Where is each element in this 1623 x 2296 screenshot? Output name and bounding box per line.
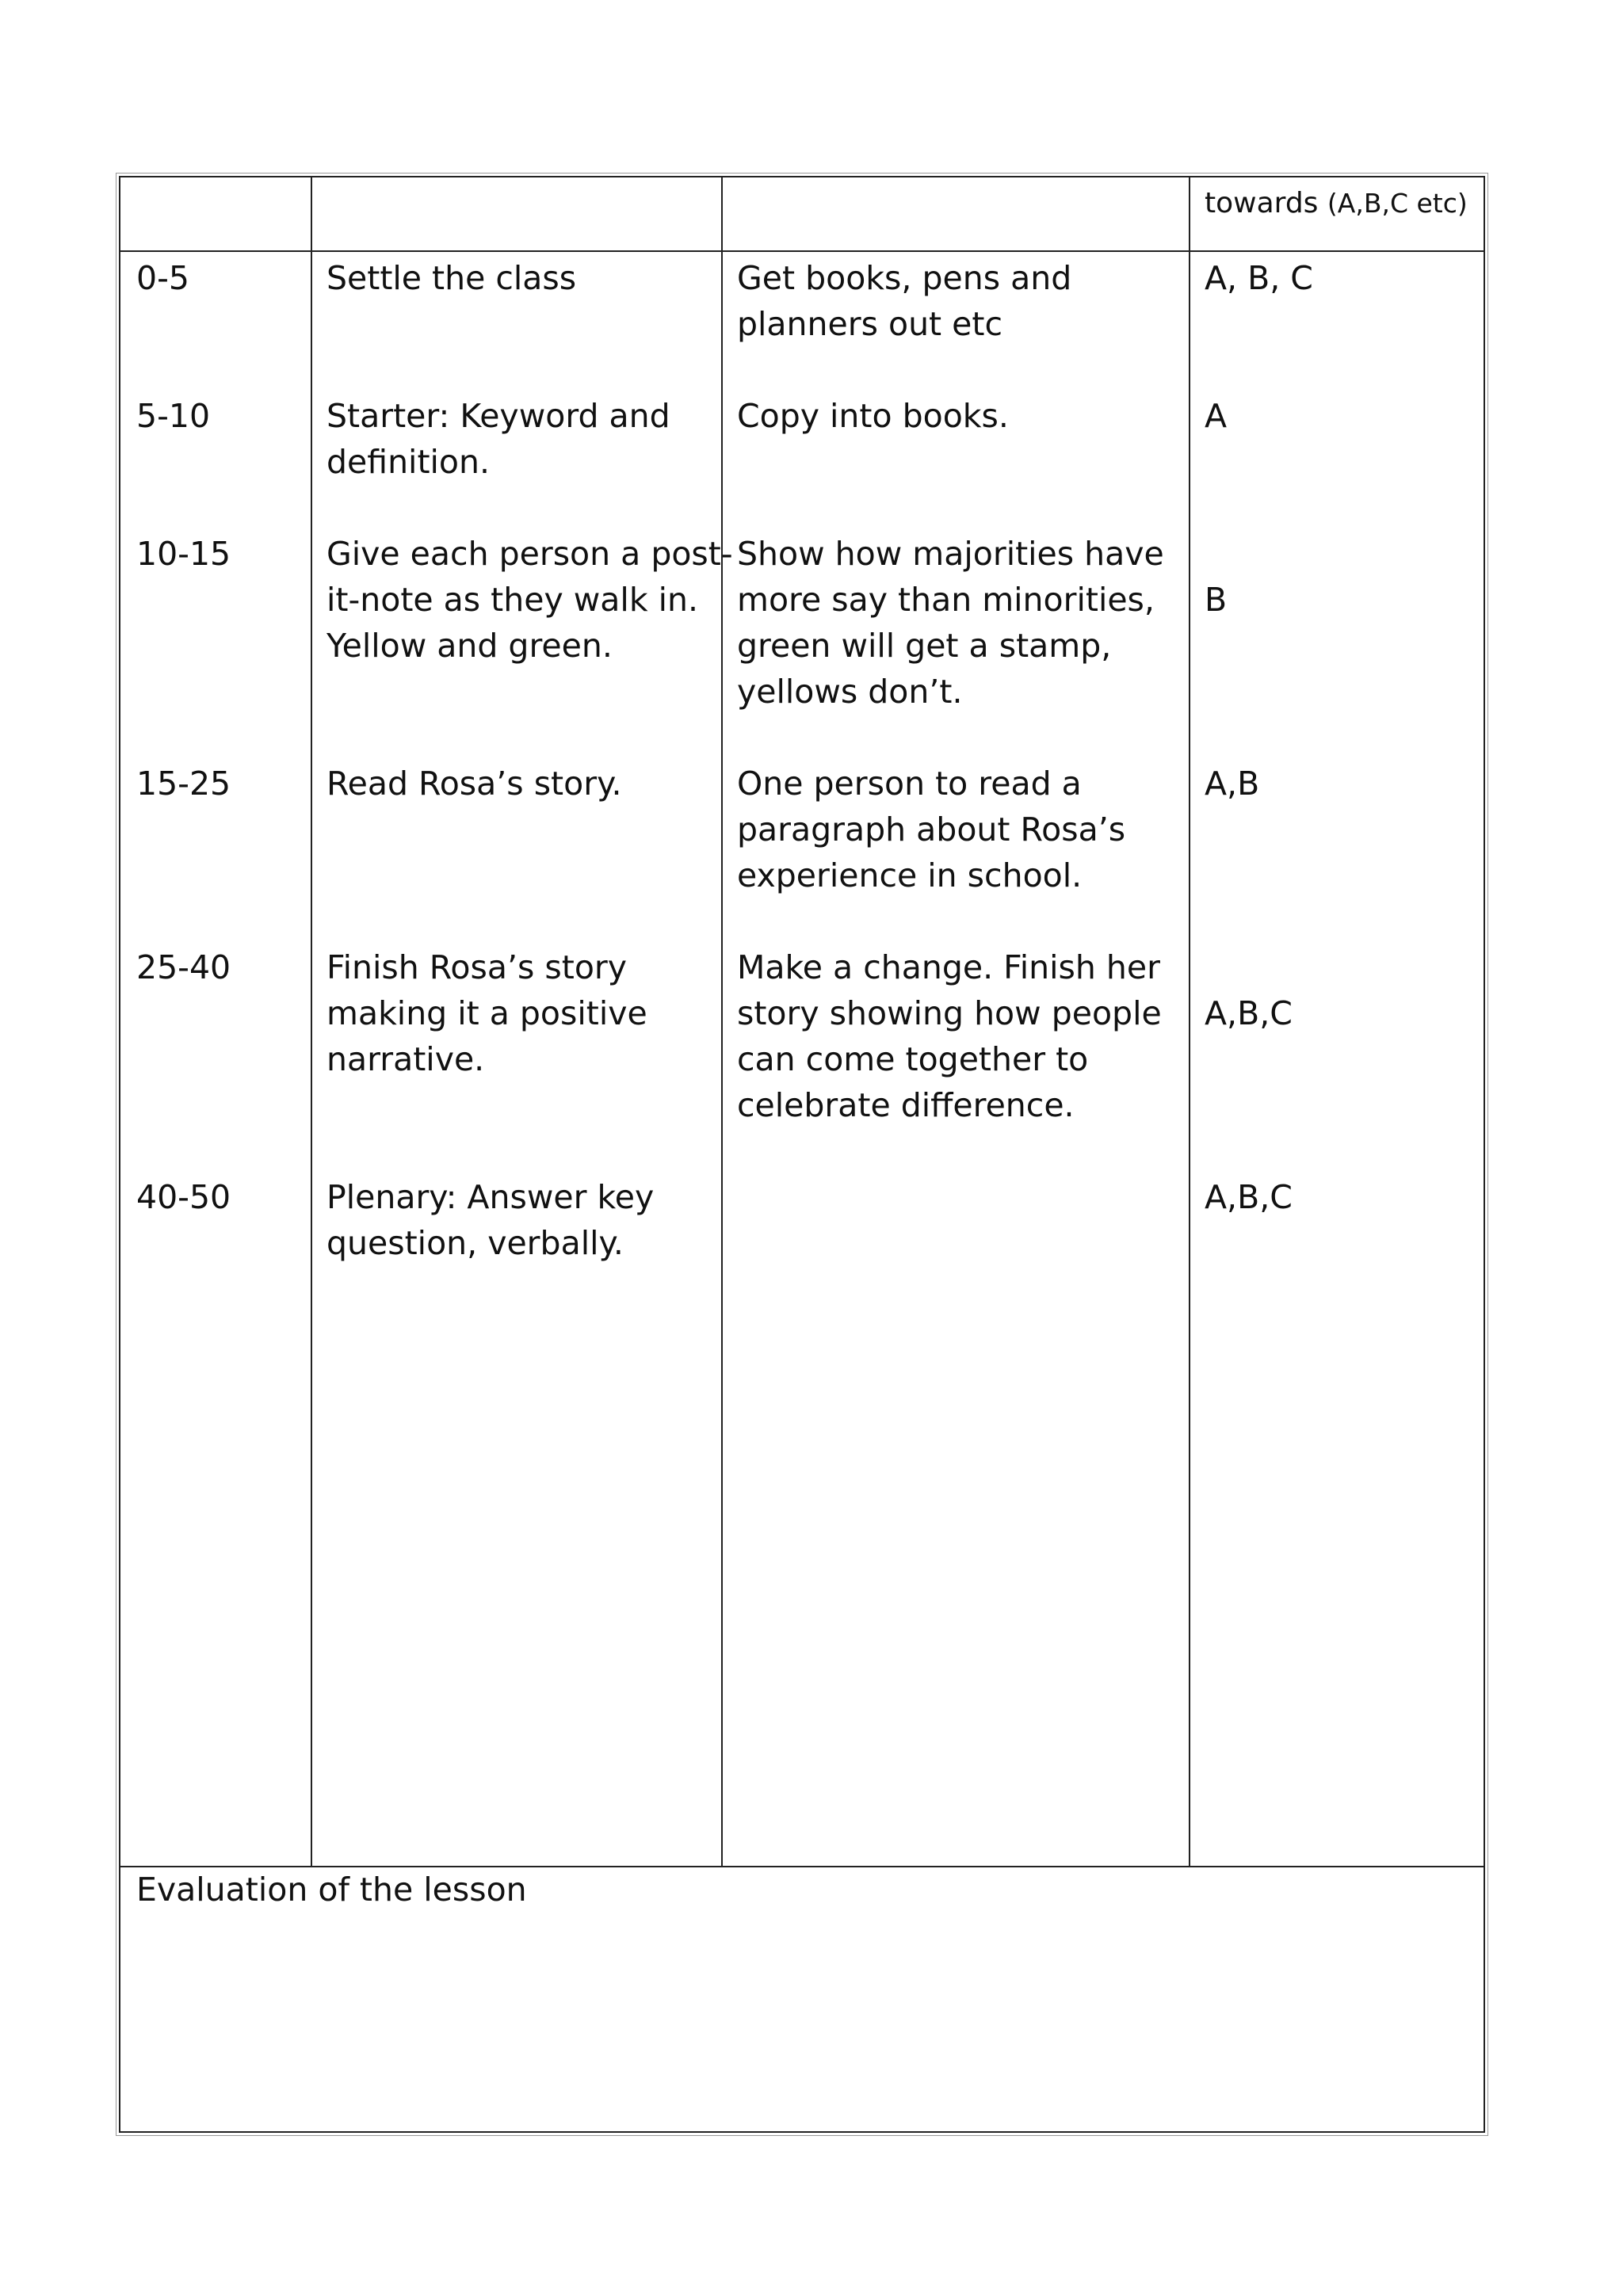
row-notes-line: celebrate difference. bbox=[737, 1086, 1075, 1124]
row-time: 40-50 bbox=[136, 1178, 231, 1216]
evaluation-label: Evaluation of the lesson bbox=[136, 1871, 527, 1909]
row-objectives: A,B bbox=[1205, 765, 1260, 803]
header-divider bbox=[120, 250, 1484, 252]
column-divider-3 bbox=[1189, 177, 1190, 1866]
row-objectives: A,B,C bbox=[1205, 994, 1293, 1032]
objectives-header-hint: (A,B,C etc) bbox=[1327, 188, 1468, 219]
row-notes-line: can come together to bbox=[737, 1040, 1089, 1078]
row-time: 25-40 bbox=[136, 948, 231, 986]
row-notes-line: green will get a stamp, bbox=[737, 627, 1112, 665]
row-activity-line: Starter: Keyword and bbox=[327, 397, 670, 435]
row-activity-line: Give each person a post- bbox=[327, 535, 733, 573]
row-activity-line: definition. bbox=[327, 443, 491, 481]
row-notes-line: One person to read a bbox=[737, 765, 1082, 803]
row-activity-line: Finish Rosa’s story bbox=[327, 948, 628, 986]
row-activity-line: Settle the class bbox=[327, 259, 577, 297]
row-notes-line: story showing how people bbox=[737, 994, 1162, 1032]
row-notes-line: Copy into books. bbox=[737, 397, 1009, 435]
row-notes-line: paragraph about Rosa’s bbox=[737, 810, 1126, 849]
row-notes-line: planners out etc bbox=[737, 305, 1003, 343]
objectives-header bbox=[1205, 184, 1468, 223]
lesson-plan-table bbox=[119, 176, 1485, 2133]
row-activity-line: narrative. bbox=[327, 1040, 485, 1078]
row-objectives: A,B,C bbox=[1205, 1178, 1293, 1216]
row-activity-line: making it a positive bbox=[327, 994, 647, 1032]
row-activity-line: question, verbally. bbox=[327, 1224, 624, 1262]
column-divider-1 bbox=[311, 177, 312, 1866]
row-objectives: A bbox=[1205, 397, 1228, 435]
row-activity-line: Plenary: Answer key bbox=[327, 1178, 655, 1216]
row-activity-line: it-note as they walk in. bbox=[327, 581, 698, 619]
row-notes-line: Show how majorities have bbox=[737, 535, 1164, 573]
objectives-header-label: towards bbox=[1205, 187, 1319, 219]
row-time: 10-15 bbox=[136, 535, 231, 573]
row-time: 15-25 bbox=[136, 765, 231, 803]
column-divider-2 bbox=[721, 177, 723, 1866]
row-notes-line: yellows don’t. bbox=[737, 673, 963, 711]
row-activity-line: Yellow and green. bbox=[327, 627, 613, 665]
row-time: 5-10 bbox=[136, 397, 211, 435]
row-objectives: B bbox=[1205, 581, 1228, 619]
row-notes-line: experience in school. bbox=[737, 856, 1083, 894]
row-notes-line: more say than minorities, bbox=[737, 581, 1155, 619]
row-notes-line: Get books, pens and bbox=[737, 259, 1072, 297]
row-time: 0-5 bbox=[136, 259, 189, 297]
row-objectives: A, B, C bbox=[1205, 259, 1313, 297]
row-notes-line: Make a change. Finish her bbox=[737, 948, 1160, 986]
row-activity-line: Read Rosa’s story. bbox=[327, 765, 622, 803]
